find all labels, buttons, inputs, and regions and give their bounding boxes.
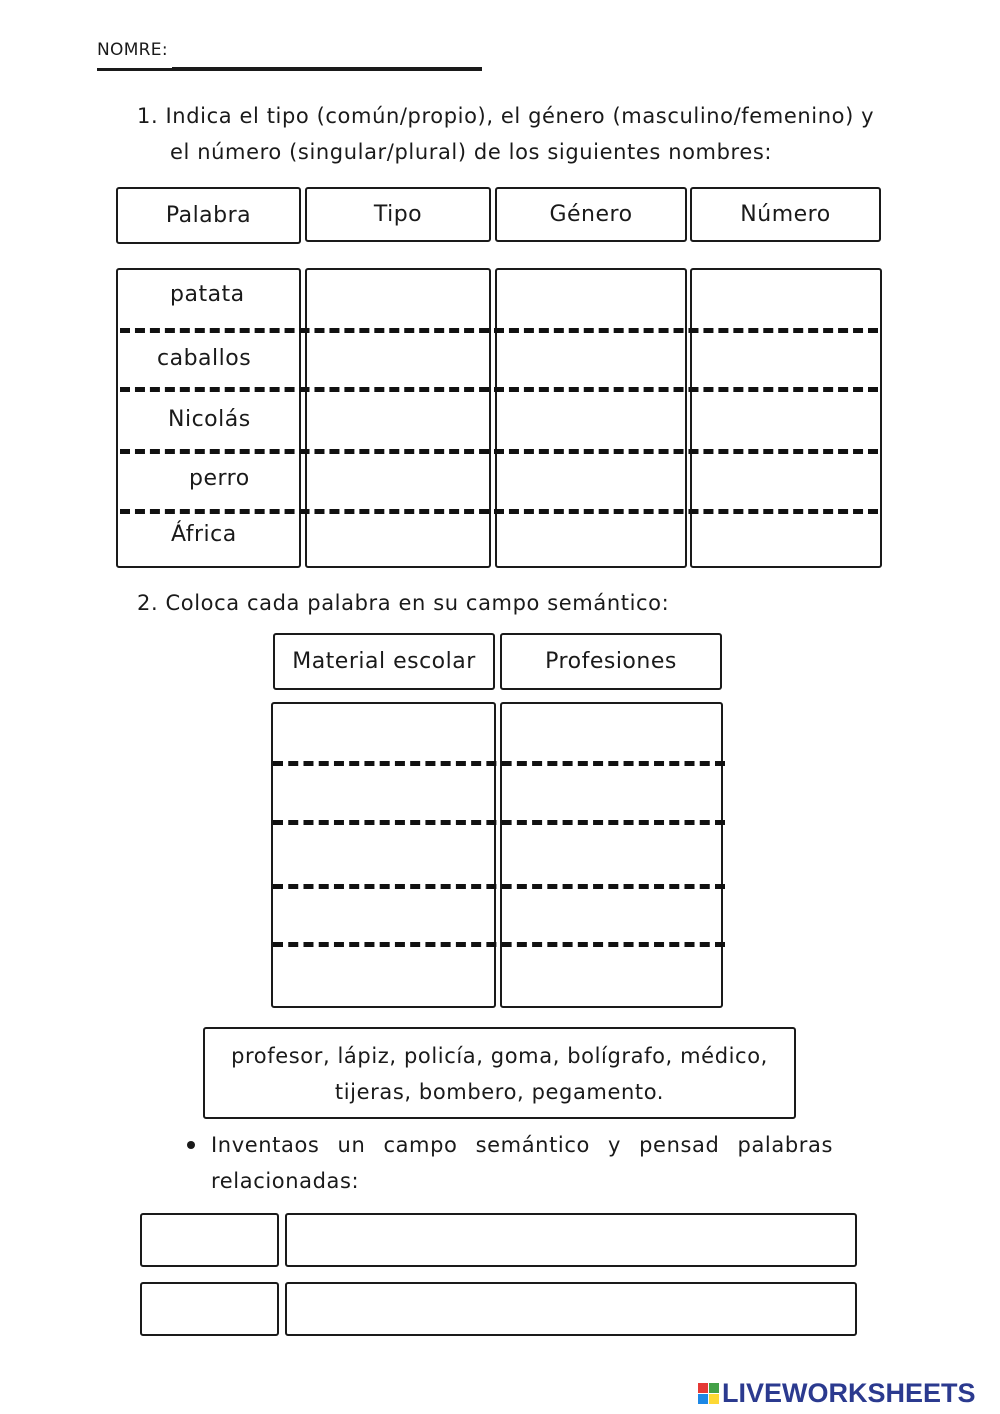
q1-header-tipo: Tipo xyxy=(305,187,491,242)
q1-word-patata: patata xyxy=(170,282,245,307)
q2-row-divider xyxy=(273,761,725,766)
q2-header-material-escolar: Material escolar xyxy=(273,633,495,690)
semantic-field-name-input-1[interactable] xyxy=(140,1213,279,1267)
q1-column-genero[interactable] xyxy=(495,268,687,568)
q1-word-africa: África xyxy=(171,522,237,547)
name-input[interactable] xyxy=(172,34,482,70)
word-bank-line2: tijeras, bombero, pegamento. xyxy=(334,1080,665,1104)
bullet-dot xyxy=(187,1141,195,1149)
q2-instruction: 2. Coloca cada palabra en su campo semántico: xyxy=(137,591,670,615)
q1-column-tipo[interactable] xyxy=(305,268,491,568)
q1-row-divider xyxy=(120,328,878,333)
liveworksheets-logo-text: LIVEWORKSHEETS xyxy=(722,1378,976,1408)
q1-word-caballos: caballos xyxy=(157,346,252,371)
bullet-text-line1: Inventaos un campo semántico y pensad palabras xyxy=(211,1133,833,1157)
name-label: NOMRE: xyxy=(97,40,168,60)
q2-column-profesiones[interactable] xyxy=(500,702,723,1008)
liveworksheets-logo-icon xyxy=(698,1383,720,1405)
q2-row-divider xyxy=(273,820,725,825)
q1-instruction-line2: el número (singular/plural) de los siguientes nombres: xyxy=(170,140,773,164)
q2-column-material-escolar[interactable] xyxy=(271,702,496,1008)
q2-row-divider xyxy=(273,884,725,889)
q2-header-profesiones: Profesiones xyxy=(500,633,722,690)
semantic-field-words-input-1[interactable] xyxy=(285,1213,857,1267)
q1-word-nicolas: Nicolás xyxy=(168,407,251,432)
name-underline xyxy=(97,68,482,71)
q1-word-perro: perro xyxy=(189,466,250,491)
q2-row-divider xyxy=(273,942,725,947)
q1-row-divider xyxy=(120,449,878,454)
word-bank-line1: profesor, lápiz, policía, goma, bolígrafo, médico, xyxy=(231,1044,768,1068)
q1-header-palabra: Palabra xyxy=(116,187,301,244)
q1-row-divider xyxy=(120,387,878,392)
semantic-field-name-input-2[interactable] xyxy=(140,1282,279,1336)
q1-row-divider xyxy=(120,509,878,514)
q1-column-numero[interactable] xyxy=(690,268,882,568)
q1-instruction-line1: 1. Indica el tipo (común/propio), el género (masculino/femenino) y xyxy=(137,104,875,128)
semantic-field-words-input-2[interactable] xyxy=(285,1282,857,1336)
bullet-text-line2: relacionadas: xyxy=(211,1169,360,1193)
q1-header-genero: Género xyxy=(495,187,687,242)
q1-header-numero: Número xyxy=(690,187,881,242)
